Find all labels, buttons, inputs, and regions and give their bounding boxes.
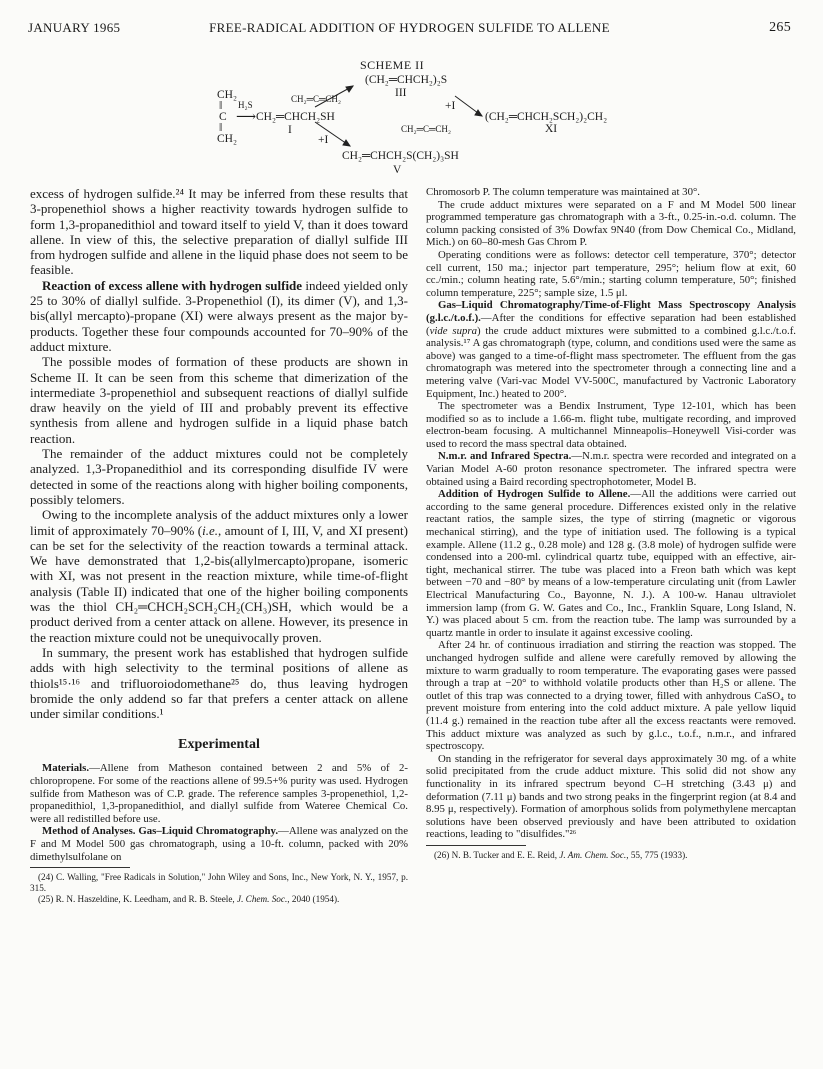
right-column (426, 186, 796, 861)
scheme-title: SCHEME II (360, 58, 425, 72)
run-in-heading: Gas–Liquid Chromatography/Time-of-Flight Mass Spectroscopy Analysis (g.l.c./t.o.f.). (426, 299, 796, 324)
xi-label: XI (545, 123, 558, 135)
reaction-scheme (60, 58, 760, 178)
footnote-rule (426, 845, 526, 846)
header-date: JANUARY 1965 (28, 20, 121, 35)
paragraph: The possible modes of formation of these products are shown in Scheme II. It can be seen from this scheme that dimerization of the intermediate 3-propenethiol and subsequent reactions of diallyl sulfide draw heavily on the yield of III and probably prevent its effective synthesis from allene and hydrogen sulfide in a liquid phase batch reaction. (30, 354, 408, 446)
allene-bond-1: ‖ (219, 100, 223, 112)
footnote: (24) C. Walling, "Free Radicals in Solution," John Wiley and Sons, Inc., New York, N. Y., 1957, p. 315. (30, 872, 408, 894)
sulfide-formula: (CH₂═CHCH₂)₂S (365, 74, 448, 86)
left-column (30, 186, 408, 905)
paragraph: excess of hydrogen sulfide.²⁴ It may be inferred from these results that 3-propenethiol shows a higher reactivity towards hydrogen sulfide to form 1,3-propanedithiol and toward itself to yield V, than it does toward allene. In view of this, the selective preparation of diallyl sulfide III from hydrogen sulfide and allene in the liquid phase does not seem to be feasible. (30, 186, 408, 278)
running-header (28, 20, 791, 38)
paragraph: The crude adduct mixtures were separated on a F and M Model 500 linear programmed temperature gas chromatograph with a 3-ft., 0.25-in.-o.d. column. The column packing consisted of 3% Dowfax 9N40 (from Dow Chemical Co., Midland, Mich.) on 60–80-mesh Gas Chrom P. (426, 198, 796, 249)
h2s-reagent: H₂S (238, 100, 253, 110)
paragraph: Addition of Hydrogen Sulfide to Allene.—All the additions were carried out according to the same general procedure. Differences existed only in the relative reactant ratios, the sample sizes, the type of stirring (magnetic or vigorous mechanical stirring), and the type of initiation used. The following is a typical example. Allene (11.2 g., 0.28 mole) and 128 g. (3.8 mole) of hydrogen sulfide were condensed into a 200-ml. cylindrical quartz tube, equipped with an effective, air-tight, mechanical stirrer. The tube was placed into a Freon bath which was kept between −70 and −80° by means of a low-temperature circulating unit (from Lawler Electrical Manufacturing Co., Bayonne, N. J.). A 100-w. Hanau ultraviolet immersion lamp (from G. W. Gates and Co., Inc., Franklin Square, Long Island, N. Y.) was placed about 5 cm. from the reaction tube. The lamp was surrounded by a quartz mantle in order to insulate it against excessive cooling. (426, 488, 796, 639)
run-in-heading: Reaction of excess allene with hydrogen sulfide (42, 277, 303, 293)
header-title: FREE-RADICAL ADDITION OF HYDROGEN SULFIDE TO ALLENE (209, 20, 610, 35)
thiol-label: I (288, 124, 292, 136)
plus-i-upper: +I (445, 100, 456, 112)
paragraph: Gas–Liquid Chromatography/Time-of-Flight Mass Spectroscopy Analysis (g.l.c./t.o.f.).—After the conditions for effective separation had been established (vide supra) the crude adduct mixtures were submitted to a combined g.l.c./t.o.f. analysis.¹⁷ A gas chromatograph (type, column, and conditions used were the same as above) was ganged to a time-of-flight mass spectrometer. The effluent from the gas chromatograph was metered into the spectrometer through a connecting line and a metering valve (Vari-vac Model VV-500C, manufactured by Vactronic Laboratory Equipment, Inc.) heated to 200°. (426, 299, 797, 400)
paragraph: Materials.—Allene from Matheson contained between 2 and 5% of 2-chloropropene. For some of the reactions allene of 99.5+% purity was used. Hydrogen sulfide from Matheson was of C.P. grade. The reference samples 3-propenethiol, 1,2-propanedithiol, 1,3-propanedithiol, and diallyl sulfide from Wateree Chemical Co. were all redistilled before use. (30, 762, 408, 825)
plus-i-lower: +I (318, 134, 329, 146)
paragraph: After 24 hr. of continuous irradiation and stirring the reaction was stopped. The unchanged hydrogen sulfide and allene were carefully removed by allowing the mixture to warm gradually to room temperature. The evaporating gases were passed through a trap at −20° to withhold volatile products other than H₂S or allene. The outlet of this trap was connected to a drying tower, filled with anhydrous CaSO₄ to prevent moisture from entering into the cold adduct mixture. A pale yellow liquid (11.4 g.) remained in the reaction tube after all the excess reactants were removed. This adduct mixture was analyzed as such by g.l.c., t.o.f., n.m.r., and infrared spectroscopy. (426, 639, 796, 753)
thiol-formula: CH₂═CHCH₂SH (256, 111, 335, 123)
footnote: (26) N. B. Tucker and E. E. Reid, J. Am. Chem. Soc., 55, 775 (1933). (434, 849, 688, 860)
paragraph: Operating conditions were as follows: detector cell temperature, 370°; detector cell current, 150 ma.; injector part temperature, 295°; helium flow at exit, 60 cc./min.; column heating rate, 5.6°/min.; starting column temperature, 50°; finished column temperature, 225°; sample size, 1.5 μl. (426, 248, 796, 299)
upper-allene-reagent: CH₂═C═CH₂ (291, 94, 342, 104)
paragraph: N.m.r. and Infrared Spectra.—N.m.r. spectra were recorded and integrated on a Varian Model A-60 proton resonance spectrometer. The infrared spectra were obtained using a Baird recording spectrophotometer, Model B. (426, 450, 796, 488)
run-in-heading: Addition of Hydrogen Sulfide to Allene. (438, 488, 631, 501)
paragraph: The remainder of the adduct mixtures could not be completely analyzed. 1,3-Propanedithiol and its corresponding disulfide IV were detected in some of the reactions along with higher boiling components, possibly telomers. (30, 446, 408, 507)
paragraph: Owing to the incomplete analysis of the adduct mixtures only a lower limit of approximately 70–90% (i.e., amount of I, III, V, and XI present) can be set for the selectivity of the reaction towards a terminal attack. We have demonstrated that 1,2-bis(allylmercapto)propane, isomeric with XI, was not present in the reaction mixture, while time-of-flight analysis (Table II) indicated that one of the higher boiling components was the thiol CH₂═CHCH₂SCH₂CH₂(CH₃)SH, which would be a product derived from a center attack on allene. However, its presence in the reaction mixture could not be unequivocally proven. (30, 507, 408, 645)
page-number: 265 (769, 20, 791, 35)
run-in-heading: N.m.r. and Infrared Spectra. (438, 450, 572, 463)
run-in-heading: Method of Analyses. Gas–Liquid Chromatography. (42, 825, 279, 838)
lower-allene-reagent: CH₂═C═CH₂ (401, 124, 452, 134)
dimer-formula: CH₂═CHCH₂S(CH₂)₃SH (342, 150, 459, 162)
paragraph: Method of Analyses. Gas–Liquid Chromatography.—Allene was analyzed on the F and M Model 500 gas chromatograph, using a 10-ft. column, packed with 20% dimethylsulfolane on (30, 825, 408, 863)
footnote: (25) R. N. Haszeldine, K. Leedham, and R. B. Steele, J. Chem. Soc., 2040 (1954). (38, 894, 340, 905)
paragraph: Reaction of excess allene with hydrogen sulfide indeed yielded only 25 to 30% of diallyl sulfide. 3-Propenethiol (I), its dimer (V), and 1,3-bis(allyl mercapto)-propane (XI) were always present as the major by-products. Together these four compounds accounted for 70–90% of the adduct mixture. (30, 277, 408, 354)
xi-formula: (CH₂═CHCH₂SCH₂)₂CH₂ (485, 111, 608, 123)
paragraph: The spectrometer was a Bendix Instrument, Type 12-101, which has been modified so as to include a 1.66-m. flight tube, multigate recording, and improved electron-beam focusing. A multichannel Minneapolis–Honeywell Visi-corder was used to record the mass spectral data obtained. (426, 400, 796, 450)
section-heading: Experimental (178, 737, 260, 753)
paragraph: Chromosorb P. The column temperature was maintained at 30°. (426, 186, 700, 198)
allene-top: CH₂ (217, 89, 237, 101)
paragraph: In summary, the present work has established that hydrogen sulfide adds with high selectivity to the terminal positions of allene as thiols¹⁵·¹⁶ and trifluoroiodomethane²⁵ do, thus leaving hydrogen bromide the only addend so far that prefers a center attack on allene under similar conditions.¹ (30, 644, 408, 722)
paragraph: On standing in the refrigerator for several days approximately 30 mg. of a white solid precipitated from the crude adduct mixture. This solid did not show any functionality in its infrared spectrum beyond C–H stretching (3.43 μ) and deformation (7.11 μ) bands and two strong peaks in the fingerprint region (at 8.4 and 8.95 μ, respectively). Formation of amorphous solids from polymethylene mercaptan solutions have been observed previously and have been attributed to oxidation reactions, leading to "disulfides."²⁶ (426, 752, 796, 841)
allene-bottom: CH₂ (217, 133, 237, 145)
dimer-label: V (393, 164, 402, 176)
footnote-rule (30, 867, 130, 868)
allene-center: C (219, 111, 227, 123)
reaction-arrow: ⟶ (236, 110, 257, 125)
sulfide-label: III (395, 87, 407, 99)
run-in-heading: Materials. (42, 762, 90, 775)
allene-bond-2: ‖ (219, 122, 223, 134)
